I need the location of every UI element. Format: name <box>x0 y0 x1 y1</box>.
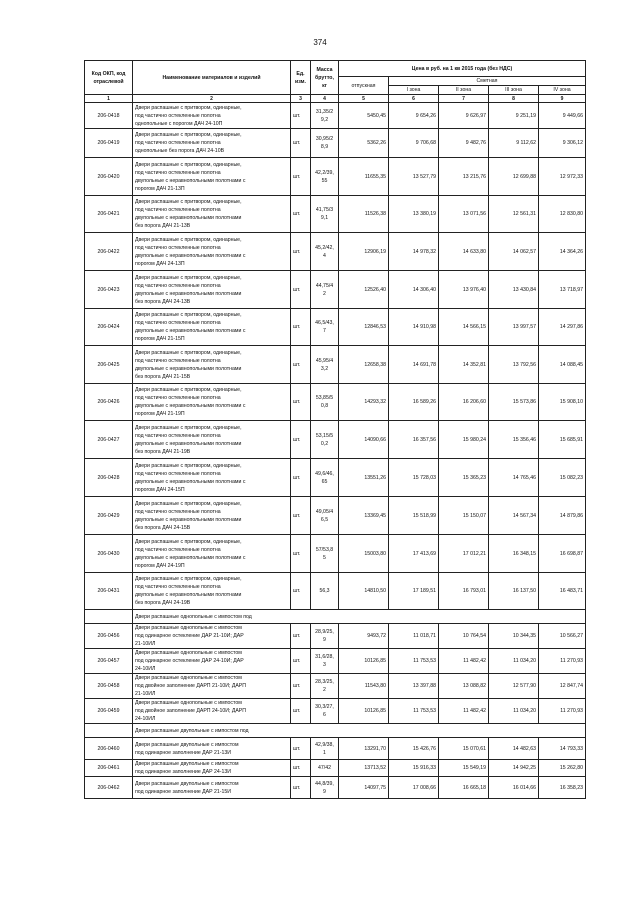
product-name: Двери распашные однопольные с импостом под двойное заполнение ДАРП 21-10И; ДАРП 21-10ИЛ <box>133 674 291 699</box>
table-row <box>85 233 586 271</box>
product-name: Двери распашные однопольные с импостом под двойное заполнение ДАРП 24-10И; ДАРП 24-10ИЛ <box>133 699 291 724</box>
header-release-price: отпускная <box>339 77 389 95</box>
product-name: Двери распашные двупольные с импостом под одинарное заполнение ДАР 24-13И <box>133 760 291 777</box>
estimate-price-zone-1: 16 357,56 <box>389 421 439 459</box>
estimate-price-zone-4: 16 358,23 <box>539 777 586 799</box>
estimate-price-zone-1: 15 916,33 <box>389 760 439 777</box>
unit: шт. <box>291 346 311 384</box>
estimate-price-zone-4: 15 908,10 <box>539 384 586 421</box>
estimate-price-zone-2: 13 071,56 <box>439 196 489 233</box>
table-row <box>85 158 586 196</box>
product-name: Двери распашные с притвором, одинарные, под частично остекленные полотна двупольные с неравнопольными полотнами без порога ДАЧ 24-19В <box>133 573 291 610</box>
product-name: Двери распашные двупольные с импостом под одинарное заполнение ДАР 21-13И <box>133 738 291 760</box>
release-price: 12906,19 <box>339 233 389 271</box>
estimate-price-zone-3: 13 997,57 <box>489 309 539 346</box>
estimate-price-zone-1: 14 691,78 <box>389 346 439 384</box>
unit: шт. <box>291 459 311 497</box>
product-name: Двери распашные с притвором, одинарные, под частично остекленные полотна двупольные с неравнопольными полотнами без порога ДАЧ 21-15В <box>133 346 291 384</box>
estimate-price-zone-1: 17 008,66 <box>389 777 439 799</box>
gross-mass: 45,2/42, 4 <box>311 233 339 271</box>
gross-mass: 53,15/5 0,2 <box>311 421 339 459</box>
estimate-price-zone-4: 14 364,26 <box>539 233 586 271</box>
estimate-price-zone-2: 14 352,81 <box>439 346 489 384</box>
unit: шт. <box>291 777 311 799</box>
product-code: 206-0462 <box>85 777 133 799</box>
page-number: 374 <box>313 38 327 47</box>
product-code: 206-0422 <box>85 233 133 271</box>
product-code: 206-0419 <box>85 129 133 158</box>
header-zone-1: I зона <box>389 86 439 95</box>
estimate-price-zone-1: 16 589,26 <box>389 384 439 421</box>
product-code: 206-0425 <box>85 346 133 384</box>
estimate-price-zone-2: 16 793,01 <box>439 573 489 610</box>
product-code: 206-0427 <box>85 421 133 459</box>
estimate-price-zone-4: 14 793,33 <box>539 738 586 760</box>
estimate-price-zone-2: 16 665,18 <box>439 777 489 799</box>
product-name: Двери распашные с притвором, одинарные, под частично остекленные полотна двупольные с неравнопольными полотнами с порогом ДАЧ 24-15П <box>133 459 291 497</box>
estimate-price-zone-4: 12 830,80 <box>539 196 586 233</box>
estimate-price-zone-3: 15 573,86 <box>489 384 539 421</box>
estimate-price-zone-2: 9 482,76 <box>439 129 489 158</box>
release-price: 14810,50 <box>339 573 389 610</box>
gross-mass: 45,95/4 3,2 <box>311 346 339 384</box>
column-number: 1 <box>85 95 133 103</box>
column-number: 7 <box>439 95 489 103</box>
release-price: 13291,70 <box>339 738 389 760</box>
section-row <box>85 610 586 624</box>
column-number: 9 <box>539 95 586 103</box>
unit: шт. <box>291 196 311 233</box>
table-row <box>85 421 586 459</box>
product-name: Двери распашные с притвором, одинарные, под частично остекленные полотна двупольные с неравнопольными полотнами без порога ДАЧ 21-19В <box>133 421 291 459</box>
product-code: 206-0428 <box>85 459 133 497</box>
release-price: 13369,45 <box>339 497 389 535</box>
estimate-price-zone-4: 12 972,33 <box>539 158 586 196</box>
estimate-price-zone-1: 14 306,40 <box>389 271 439 309</box>
gross-mass: 31,6/28, 3 <box>311 649 339 674</box>
unit: шт. <box>291 649 311 674</box>
estimate-price-zone-4: 9 306,12 <box>539 129 586 158</box>
estimate-price-zone-3: 14 062,57 <box>489 233 539 271</box>
section-blank-cell <box>85 724 133 738</box>
table-row <box>85 777 586 799</box>
gross-mass: 56,3 <box>311 573 339 610</box>
product-code: 206-0457 <box>85 649 133 674</box>
release-price: 12526,40 <box>339 271 389 309</box>
table-row <box>85 674 586 699</box>
gross-mass: 49,05/4 6,5 <box>311 497 339 535</box>
unit: шт. <box>291 129 311 158</box>
estimate-price-zone-3: 16 137,50 <box>489 573 539 610</box>
unit: шт. <box>291 233 311 271</box>
release-price: 13551,26 <box>339 459 389 497</box>
product-code: 206-0456 <box>85 624 133 649</box>
unit: шт. <box>291 674 311 699</box>
estimate-price-zone-2: 13 088,82 <box>439 674 489 699</box>
estimate-price-zone-4: 16 483,71 <box>539 573 586 610</box>
product-name: Двери распашные с притвором, одинарные, под частично остекленные полотна двупольные с неравнопольными полотнами без порога ДАЧ 24-13В <box>133 271 291 309</box>
section-title: Двери распашные однопольные с импостом под <box>133 610 586 624</box>
release-price: 5450,45 <box>339 103 389 129</box>
product-name: Двери распашные с притвором, одинарные, под частично остекленные полотна двупольные с неравнопольными полотнами без порога ДАЧ 24-15В <box>133 497 291 535</box>
estimate-price-zone-2: 17 012,21 <box>439 535 489 573</box>
estimate-price-zone-3: 9 251,19 <box>489 103 539 129</box>
release-price: 12658,38 <box>339 346 389 384</box>
table-row <box>85 624 586 649</box>
unit: шт. <box>291 624 311 649</box>
release-price: 14293,32 <box>339 384 389 421</box>
estimate-price-zone-3: 12 699,88 <box>489 158 539 196</box>
gross-mass: 57/53,8 5 <box>311 535 339 573</box>
gross-mass: 47/42 <box>311 760 339 777</box>
section-title: Двери распашные двупольные с импостом под <box>133 724 586 738</box>
release-price: 13713,52 <box>339 760 389 777</box>
section-row <box>85 724 586 738</box>
estimate-price-zone-4: 15 685,91 <box>539 421 586 459</box>
estimate-price-zone-3: 16 014,66 <box>489 777 539 799</box>
unit: шт. <box>291 158 311 196</box>
header-zone-3: III зона <box>489 86 539 95</box>
unit: шт. <box>291 271 311 309</box>
product-name: Двери распашные с притвором, одинарные, под частично остекленные полотна двупольные с неравнопольными полотнами без порога ДАЧ 21-13В <box>133 196 291 233</box>
product-name: Двери распашные однопольные с импостом под одинарное остекление ДАР 21-10И; ДАР 21-10ИЛ <box>133 624 291 649</box>
estimate-price-zone-2: 15 980,24 <box>439 421 489 459</box>
table-row <box>85 738 586 760</box>
header-code: Код ОКП, код отраслевой <box>85 61 133 95</box>
estimate-price-zone-1: 17 189,51 <box>389 573 439 610</box>
column-number: 3 <box>291 95 311 103</box>
product-code: 206-0421 <box>85 196 133 233</box>
product-name: Двери распашные с притвором, одинарные, под частично остекленные полотна двупольные с неравнопольными полотнами с порогом ДАЧ 21-15П <box>133 309 291 346</box>
estimate-price-zone-2: 15 150,07 <box>439 497 489 535</box>
table-row <box>85 535 586 573</box>
estimate-price-zone-1: 14 910,98 <box>389 309 439 346</box>
estimate-price-zone-2: 15 365,23 <box>439 459 489 497</box>
estimate-price-zone-3: 9 112,62 <box>489 129 539 158</box>
release-price: 10126,85 <box>339 649 389 674</box>
product-code: 206-0431 <box>85 573 133 610</box>
product-name: Двери распашные с притвором, одинарные, под частично остекленные полотна двупольные с неравнопольными полотнами с порогом ДАЧ 21-19П <box>133 384 291 421</box>
gross-mass: 44,8/39, 9 <box>311 777 339 799</box>
estimate-price-zone-4: 10 566,27 <box>539 624 586 649</box>
estimate-price-zone-2: 15 549,19 <box>439 760 489 777</box>
release-price: 11526,38 <box>339 196 389 233</box>
estimate-price-zone-3: 12 577,90 <box>489 674 539 699</box>
header-zone-4: IV зона <box>539 86 586 95</box>
estimate-price-zone-4: 14 297,86 <box>539 309 586 346</box>
product-name: Двери распашные однопольные с импостом под одинарное остекление ДАР 24-10И; ДАР 24-10ИЛ <box>133 649 291 674</box>
estimate-price-zone-1: 15 518,99 <box>389 497 439 535</box>
gross-mass: 42,9/38, 1 <box>311 738 339 760</box>
release-price: 10126,85 <box>339 699 389 724</box>
table-row <box>85 129 586 158</box>
release-price: 5362,26 <box>339 129 389 158</box>
table-row <box>85 497 586 535</box>
release-price: 9493,72 <box>339 624 389 649</box>
release-price: 14097,75 <box>339 777 389 799</box>
table-row <box>85 309 586 346</box>
estimate-price-zone-1: 9 654,26 <box>389 103 439 129</box>
estimate-price-zone-1: 13 380,19 <box>389 196 439 233</box>
section-blank-cell <box>85 610 133 624</box>
estimate-price-zone-3: 14 567,34 <box>489 497 539 535</box>
product-name: Двери распашные с притвором, одинарные, под частично остекленные полотна однопольные без порога ДАЧ 24-10В <box>133 129 291 158</box>
product-code: 206-0423 <box>85 271 133 309</box>
product-code: 206-0429 <box>85 497 133 535</box>
release-price: 11655,35 <box>339 158 389 196</box>
estimate-price-zone-1: 11 753,53 <box>389 699 439 724</box>
header-zone-2: II зона <box>439 86 489 95</box>
gross-mass: 46,5/43, 7 <box>311 309 339 346</box>
unit: шт. <box>291 421 311 459</box>
release-price: 11543,80 <box>339 674 389 699</box>
column-number: 5 <box>339 95 389 103</box>
product-code: 206-0420 <box>85 158 133 196</box>
header-name: Наименование материалов и изделий <box>133 61 291 95</box>
estimate-price-zone-3: 14 942,25 <box>489 760 539 777</box>
product-code: 206-0424 <box>85 309 133 346</box>
estimate-price-zone-4: 15 082,23 <box>539 459 586 497</box>
gross-mass: 49,6/46, 65 <box>311 459 339 497</box>
product-name: Двери распашные с притвором, одинарные, под частично остекленные полотна двупольные с неравнопольными полотнами с порогом ДАЧ 21-13П <box>133 158 291 196</box>
table-row <box>85 760 586 777</box>
estimate-price-zone-3: 13 792,56 <box>489 346 539 384</box>
estimate-price-zone-4: 11 270,93 <box>539 699 586 724</box>
estimate-price-zone-1: 11 018,71 <box>389 624 439 649</box>
gross-mass: 30,3/27, 6 <box>311 699 339 724</box>
estimate-price-zone-4: 16 698,87 <box>539 535 586 573</box>
product-code: 206-0418 <box>85 103 133 129</box>
estimate-price-zone-1: 13 527,79 <box>389 158 439 196</box>
estimate-price-zone-2: 11 482,42 <box>439 699 489 724</box>
table-row <box>85 384 586 421</box>
estimate-price-zone-3: 16 348,15 <box>489 535 539 573</box>
table-row <box>85 103 586 129</box>
gross-mass: 28,9/25, 9 <box>311 624 339 649</box>
estimate-price-zone-4: 15 262,80 <box>539 760 586 777</box>
unit: шт. <box>291 738 311 760</box>
product-code: 206-0426 <box>85 384 133 421</box>
unit: шт. <box>291 760 311 777</box>
column-number-row <box>85 95 586 103</box>
table-row <box>85 573 586 610</box>
estimate-price-zone-2: 9 626,97 <box>439 103 489 129</box>
unit: шт. <box>291 103 311 129</box>
estimate-price-zone-3: 10 344,35 <box>489 624 539 649</box>
product-code: 206-0458 <box>85 674 133 699</box>
table-row <box>85 459 586 497</box>
gross-mass: 53,85/5 0,8 <box>311 384 339 421</box>
estimate-price-zone-1: 17 413,69 <box>389 535 439 573</box>
estimate-price-zone-4: 9 449,66 <box>539 103 586 129</box>
product-name: Двери распашные двупольные с импостом под одинарное заполнение ДАР 21-15И <box>133 777 291 799</box>
column-number: 2 <box>133 95 291 103</box>
estimate-price-zone-4: 14 879,86 <box>539 497 586 535</box>
release-price: 14090,66 <box>339 421 389 459</box>
estimate-price-zone-1: 14 978,32 <box>389 233 439 271</box>
gross-mass: 31,35/2 9,2 <box>311 103 339 129</box>
gross-mass: 44,75/4 2 <box>311 271 339 309</box>
estimate-price-zone-1: 11 753,53 <box>389 649 439 674</box>
gross-mass: 41,75/3 9,1 <box>311 196 339 233</box>
column-number: 6 <box>389 95 439 103</box>
estimate-price-zone-2: 14 566,15 <box>439 309 489 346</box>
gross-mass: 42,2/39, 55 <box>311 158 339 196</box>
unit: шт. <box>291 573 311 610</box>
table-row <box>85 346 586 384</box>
table-row <box>85 649 586 674</box>
release-price: 15003,80 <box>339 535 389 573</box>
estimate-price-zone-3: 14 482,63 <box>489 738 539 760</box>
product-code: 206-0461 <box>85 760 133 777</box>
header-price-title: Цена в руб. на 1 кв 2015 года (без НДС) <box>339 61 586 77</box>
estimate-price-zone-4: 11 270,93 <box>539 649 586 674</box>
estimate-price-zone-2: 16 206,60 <box>439 384 489 421</box>
estimate-price-zone-3: 13 430,84 <box>489 271 539 309</box>
estimate-price-zone-2: 13 976,40 <box>439 271 489 309</box>
estimate-price-zone-2: 11 482,42 <box>439 649 489 674</box>
estimate-price-zone-1: 13 397,88 <box>389 674 439 699</box>
estimate-price-zone-1: 15 426,76 <box>389 738 439 760</box>
estimate-price-zone-3: 15 356,46 <box>489 421 539 459</box>
price-table <box>84 60 586 799</box>
estimate-price-zone-3: 11 034,20 <box>489 699 539 724</box>
table-row <box>85 196 586 233</box>
table-row <box>85 699 586 724</box>
unit: шт. <box>291 699 311 724</box>
column-number: 8 <box>489 95 539 103</box>
product-code: 206-0430 <box>85 535 133 573</box>
product-name: Двери распашные с притвором, одинарные, под частично остекленные полотна однопольные с порогом ДАЧ 24-10П <box>133 103 291 129</box>
estimate-price-zone-4: 12 847,74 <box>539 674 586 699</box>
estimate-price-zone-4: 14 088,45 <box>539 346 586 384</box>
unit: шт. <box>291 309 311 346</box>
unit: шт. <box>291 384 311 421</box>
product-name: Двери распашные с притвором, одинарные, под частично остекленные полотна двупольные с неравнопольными полотнами с порогом ДАЧ 24-19П <box>133 535 291 573</box>
release-price: 12846,53 <box>339 309 389 346</box>
estimate-price-zone-3: 14 765,46 <box>489 459 539 497</box>
estimate-price-zone-2: 13 215,76 <box>439 158 489 196</box>
estimate-price-zone-4: 13 718,97 <box>539 271 586 309</box>
product-code: 206-0459 <box>85 699 133 724</box>
header-unit: Ед. изм. <box>291 61 311 95</box>
estimate-price-zone-2: 10 764,54 <box>439 624 489 649</box>
unit: шт. <box>291 497 311 535</box>
header-mass: Масса брутто, кг <box>311 61 339 95</box>
column-number: 4 <box>311 95 339 103</box>
estimate-price-zone-2: 14 633,80 <box>439 233 489 271</box>
table-row <box>85 271 586 309</box>
estimate-price-zone-1: 9 706,68 <box>389 129 439 158</box>
estimate-price-zone-3: 11 034,20 <box>489 649 539 674</box>
product-name: Двери распашные с притвором, одинарные, под частично остекленные полотна двупольные с неравнопольными полотнами с порогом ДАЧ 24-13П <box>133 233 291 271</box>
estimate-price-zone-1: 15 728,03 <box>389 459 439 497</box>
gross-mass: 30,95/2 8,9 <box>311 129 339 158</box>
unit: шт. <box>291 535 311 573</box>
product-code: 206-0460 <box>85 738 133 760</box>
header-estimate-price: Сметная <box>389 77 586 86</box>
gross-mass: 28,3/25, 2 <box>311 674 339 699</box>
estimate-price-zone-3: 12 561,31 <box>489 196 539 233</box>
estimate-price-zone-2: 15 070,61 <box>439 738 489 760</box>
